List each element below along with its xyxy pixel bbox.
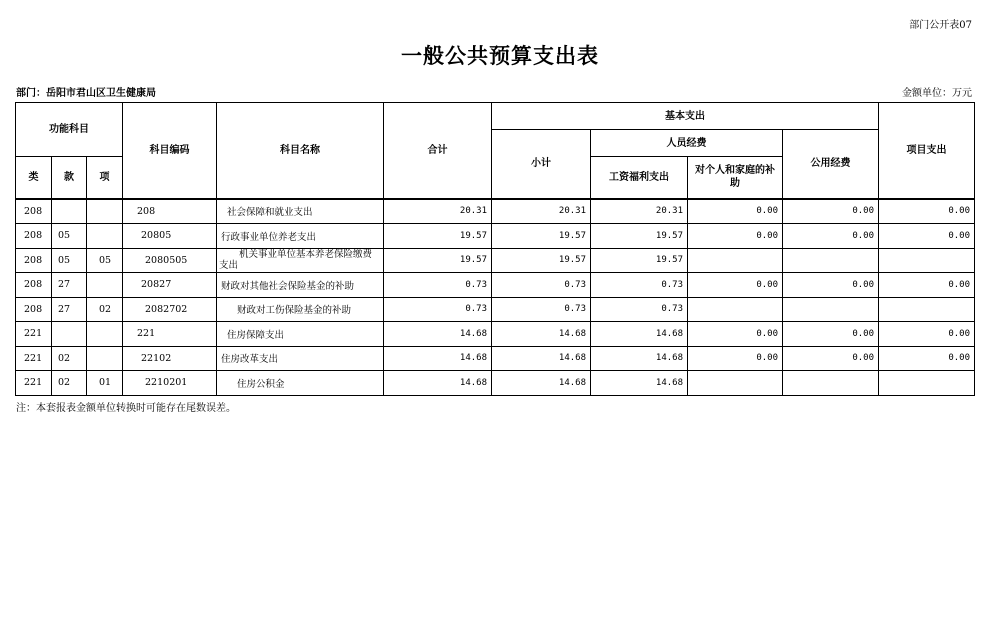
cell-family-subsidy: 0.00 bbox=[688, 199, 783, 224]
cell-public-funds bbox=[783, 371, 879, 396]
table-row bbox=[16, 273, 975, 298]
cell-subject-name: 行政事业单位养老支出 bbox=[217, 224, 384, 249]
header-subject-code: 科目编码 bbox=[123, 103, 217, 199]
header-subtotal: 小计 bbox=[492, 130, 591, 199]
cell-subject-name: 住房改革支出 bbox=[217, 346, 384, 371]
cell-subject-code: 20805 bbox=[123, 224, 217, 249]
cell-subtotal: 20.31 bbox=[492, 199, 591, 224]
cell-lei: 208 bbox=[16, 199, 52, 224]
cell-subtotal: 14.68 bbox=[492, 371, 591, 396]
header-project-expenditure: 项目支出 bbox=[879, 103, 975, 199]
cell-kuan: 05 bbox=[52, 248, 87, 273]
cell-public-funds: 0.00 bbox=[783, 199, 879, 224]
cell-kuan: 05 bbox=[52, 224, 87, 249]
cell-subject-code: 2080505 bbox=[123, 248, 217, 273]
cell-public-funds: 0.00 bbox=[783, 346, 879, 371]
cell-subtotal: 19.57 bbox=[492, 224, 591, 249]
table-row bbox=[16, 371, 975, 396]
cell-xiang bbox=[87, 273, 123, 298]
cell-wages-welfare: 19.57 bbox=[591, 248, 688, 273]
cell-total: 14.68 bbox=[384, 371, 492, 396]
cell-family-subsidy: 0.00 bbox=[688, 224, 783, 249]
cell-total: 19.57 bbox=[384, 248, 492, 273]
cell-public-funds: 0.00 bbox=[783, 224, 879, 249]
form-number: 部门公开表07 bbox=[909, 20, 972, 31]
cell-xiang bbox=[87, 322, 123, 347]
footnote: 注：本套报表金额单位转换时可能存在尾数误差。 bbox=[16, 403, 236, 414]
cell-project-expenditure bbox=[879, 371, 975, 396]
cell-wages-welfare: 19.57 bbox=[591, 224, 688, 249]
header-xiang: 项 bbox=[87, 157, 123, 199]
cell-wages-welfare: 20.31 bbox=[591, 199, 688, 224]
cell-project-expenditure bbox=[879, 248, 975, 273]
cell-subject-code: 221 bbox=[123, 322, 217, 347]
cell-xiang: 02 bbox=[87, 297, 123, 322]
cell-wages-welfare: 0.73 bbox=[591, 273, 688, 298]
table-body bbox=[16, 199, 975, 396]
cell-lei: 221 bbox=[16, 346, 52, 371]
header-basic-expenditure: 基本支出 bbox=[492, 103, 879, 130]
cell-xiang bbox=[87, 199, 123, 224]
cell-wages-welfare: 14.68 bbox=[591, 322, 688, 347]
header-public-funds: 公用经费 bbox=[783, 130, 879, 199]
cell-lei: 208 bbox=[16, 224, 52, 249]
cell-public-funds: 0.00 bbox=[783, 322, 879, 347]
cell-xiang: 05 bbox=[87, 248, 123, 273]
cell-total: 14.68 bbox=[384, 322, 492, 347]
cell-public-funds bbox=[783, 248, 879, 273]
cell-family-subsidy bbox=[688, 371, 783, 396]
header-personnel-funds: 人员经费 bbox=[591, 130, 783, 157]
cell-lei: 221 bbox=[16, 371, 52, 396]
cell-project-expenditure bbox=[879, 297, 975, 322]
amount-unit-label: 金额单位：万元 bbox=[902, 88, 972, 99]
cell-subtotal: 14.68 bbox=[492, 346, 591, 371]
cell-project-expenditure: 0.00 bbox=[879, 199, 975, 224]
cell-kuan bbox=[52, 322, 87, 347]
cell-subtotal: 0.73 bbox=[492, 273, 591, 298]
cell-subject-name: 财政对工伤保险基金的补助 bbox=[217, 297, 384, 322]
cell-family-subsidy bbox=[688, 248, 783, 273]
cell-project-expenditure: 0.00 bbox=[879, 346, 975, 371]
page-title: 一般公共预算支出表 bbox=[401, 43, 599, 68]
cell-total: 19.57 bbox=[384, 224, 492, 249]
cell-project-expenditure: 0.00 bbox=[879, 322, 975, 347]
cell-kuan: 27 bbox=[52, 297, 87, 322]
cell-wages-welfare: 0.73 bbox=[591, 297, 688, 322]
department-label: 部门：岳阳市君山区卫生健康局 bbox=[16, 88, 156, 99]
table-row bbox=[16, 199, 975, 224]
table-row bbox=[16, 248, 975, 273]
cell-xiang bbox=[87, 346, 123, 371]
cell-total: 0.73 bbox=[384, 297, 492, 322]
cell-subtotal: 19.57 bbox=[492, 248, 591, 273]
table-row bbox=[16, 297, 975, 322]
cell-subject-code: 22102 bbox=[123, 346, 217, 371]
cell-subject-code: 208 bbox=[123, 199, 217, 224]
header-subject-name: 科目名称 bbox=[217, 103, 384, 199]
cell-project-expenditure: 0.00 bbox=[879, 273, 975, 298]
cell-subject-name: 住房保障支出 bbox=[217, 322, 384, 347]
cell-subject-code: 20827 bbox=[123, 273, 217, 298]
cell-subject-name: 机关事业单位基本养老保险缴费支出 bbox=[217, 248, 384, 273]
cell-public-funds bbox=[783, 297, 879, 322]
cell-family-subsidy bbox=[688, 297, 783, 322]
cell-total: 20.31 bbox=[384, 199, 492, 224]
cell-lei: 208 bbox=[16, 273, 52, 298]
cell-lei: 208 bbox=[16, 248, 52, 273]
cell-wages-welfare: 14.68 bbox=[591, 371, 688, 396]
cell-subject-name: 社会保障和就业支出 bbox=[217, 199, 384, 224]
table-row bbox=[16, 224, 975, 249]
cell-subtotal: 0.73 bbox=[492, 297, 591, 322]
header-kuan: 款 bbox=[52, 157, 87, 199]
cell-total: 0.73 bbox=[384, 273, 492, 298]
cell-xiang: 01 bbox=[87, 371, 123, 396]
cell-subject-code: 2082702 bbox=[123, 297, 217, 322]
cell-total: 14.68 bbox=[384, 346, 492, 371]
header-function-category: 功能科目 bbox=[16, 103, 123, 157]
cell-subject-name: 住房公积金 bbox=[217, 371, 384, 396]
header-family-subsidy: 对个人和家庭的补助 bbox=[688, 157, 783, 199]
table-row bbox=[16, 346, 975, 371]
cell-kuan: 02 bbox=[52, 371, 87, 396]
cell-kuan: 27 bbox=[52, 273, 87, 298]
cell-family-subsidy: 0.00 bbox=[688, 346, 783, 371]
cell-family-subsidy: 0.00 bbox=[688, 322, 783, 347]
cell-project-expenditure: 0.00 bbox=[879, 224, 975, 249]
cell-xiang bbox=[87, 224, 123, 249]
header-wages-welfare: 工资福利支出 bbox=[591, 157, 688, 199]
cell-subject-name: 财政对其他社会保险基金的补助 bbox=[217, 273, 384, 298]
cell-kuan: 02 bbox=[52, 346, 87, 371]
table-header bbox=[16, 103, 975, 199]
cell-wages-welfare: 14.68 bbox=[591, 346, 688, 371]
cell-lei: 221 bbox=[16, 322, 52, 347]
cell-subject-code: 2210201 bbox=[123, 371, 217, 396]
header-lei: 类 bbox=[16, 157, 52, 199]
cell-family-subsidy: 0.00 bbox=[688, 273, 783, 298]
cell-lei: 208 bbox=[16, 297, 52, 322]
cell-subtotal: 14.68 bbox=[492, 322, 591, 347]
budget-expenditure-table bbox=[15, 102, 975, 396]
table-row bbox=[16, 322, 975, 347]
cell-kuan bbox=[52, 199, 87, 224]
cell-public-funds: 0.00 bbox=[783, 273, 879, 298]
header-total: 合计 bbox=[384, 103, 492, 199]
